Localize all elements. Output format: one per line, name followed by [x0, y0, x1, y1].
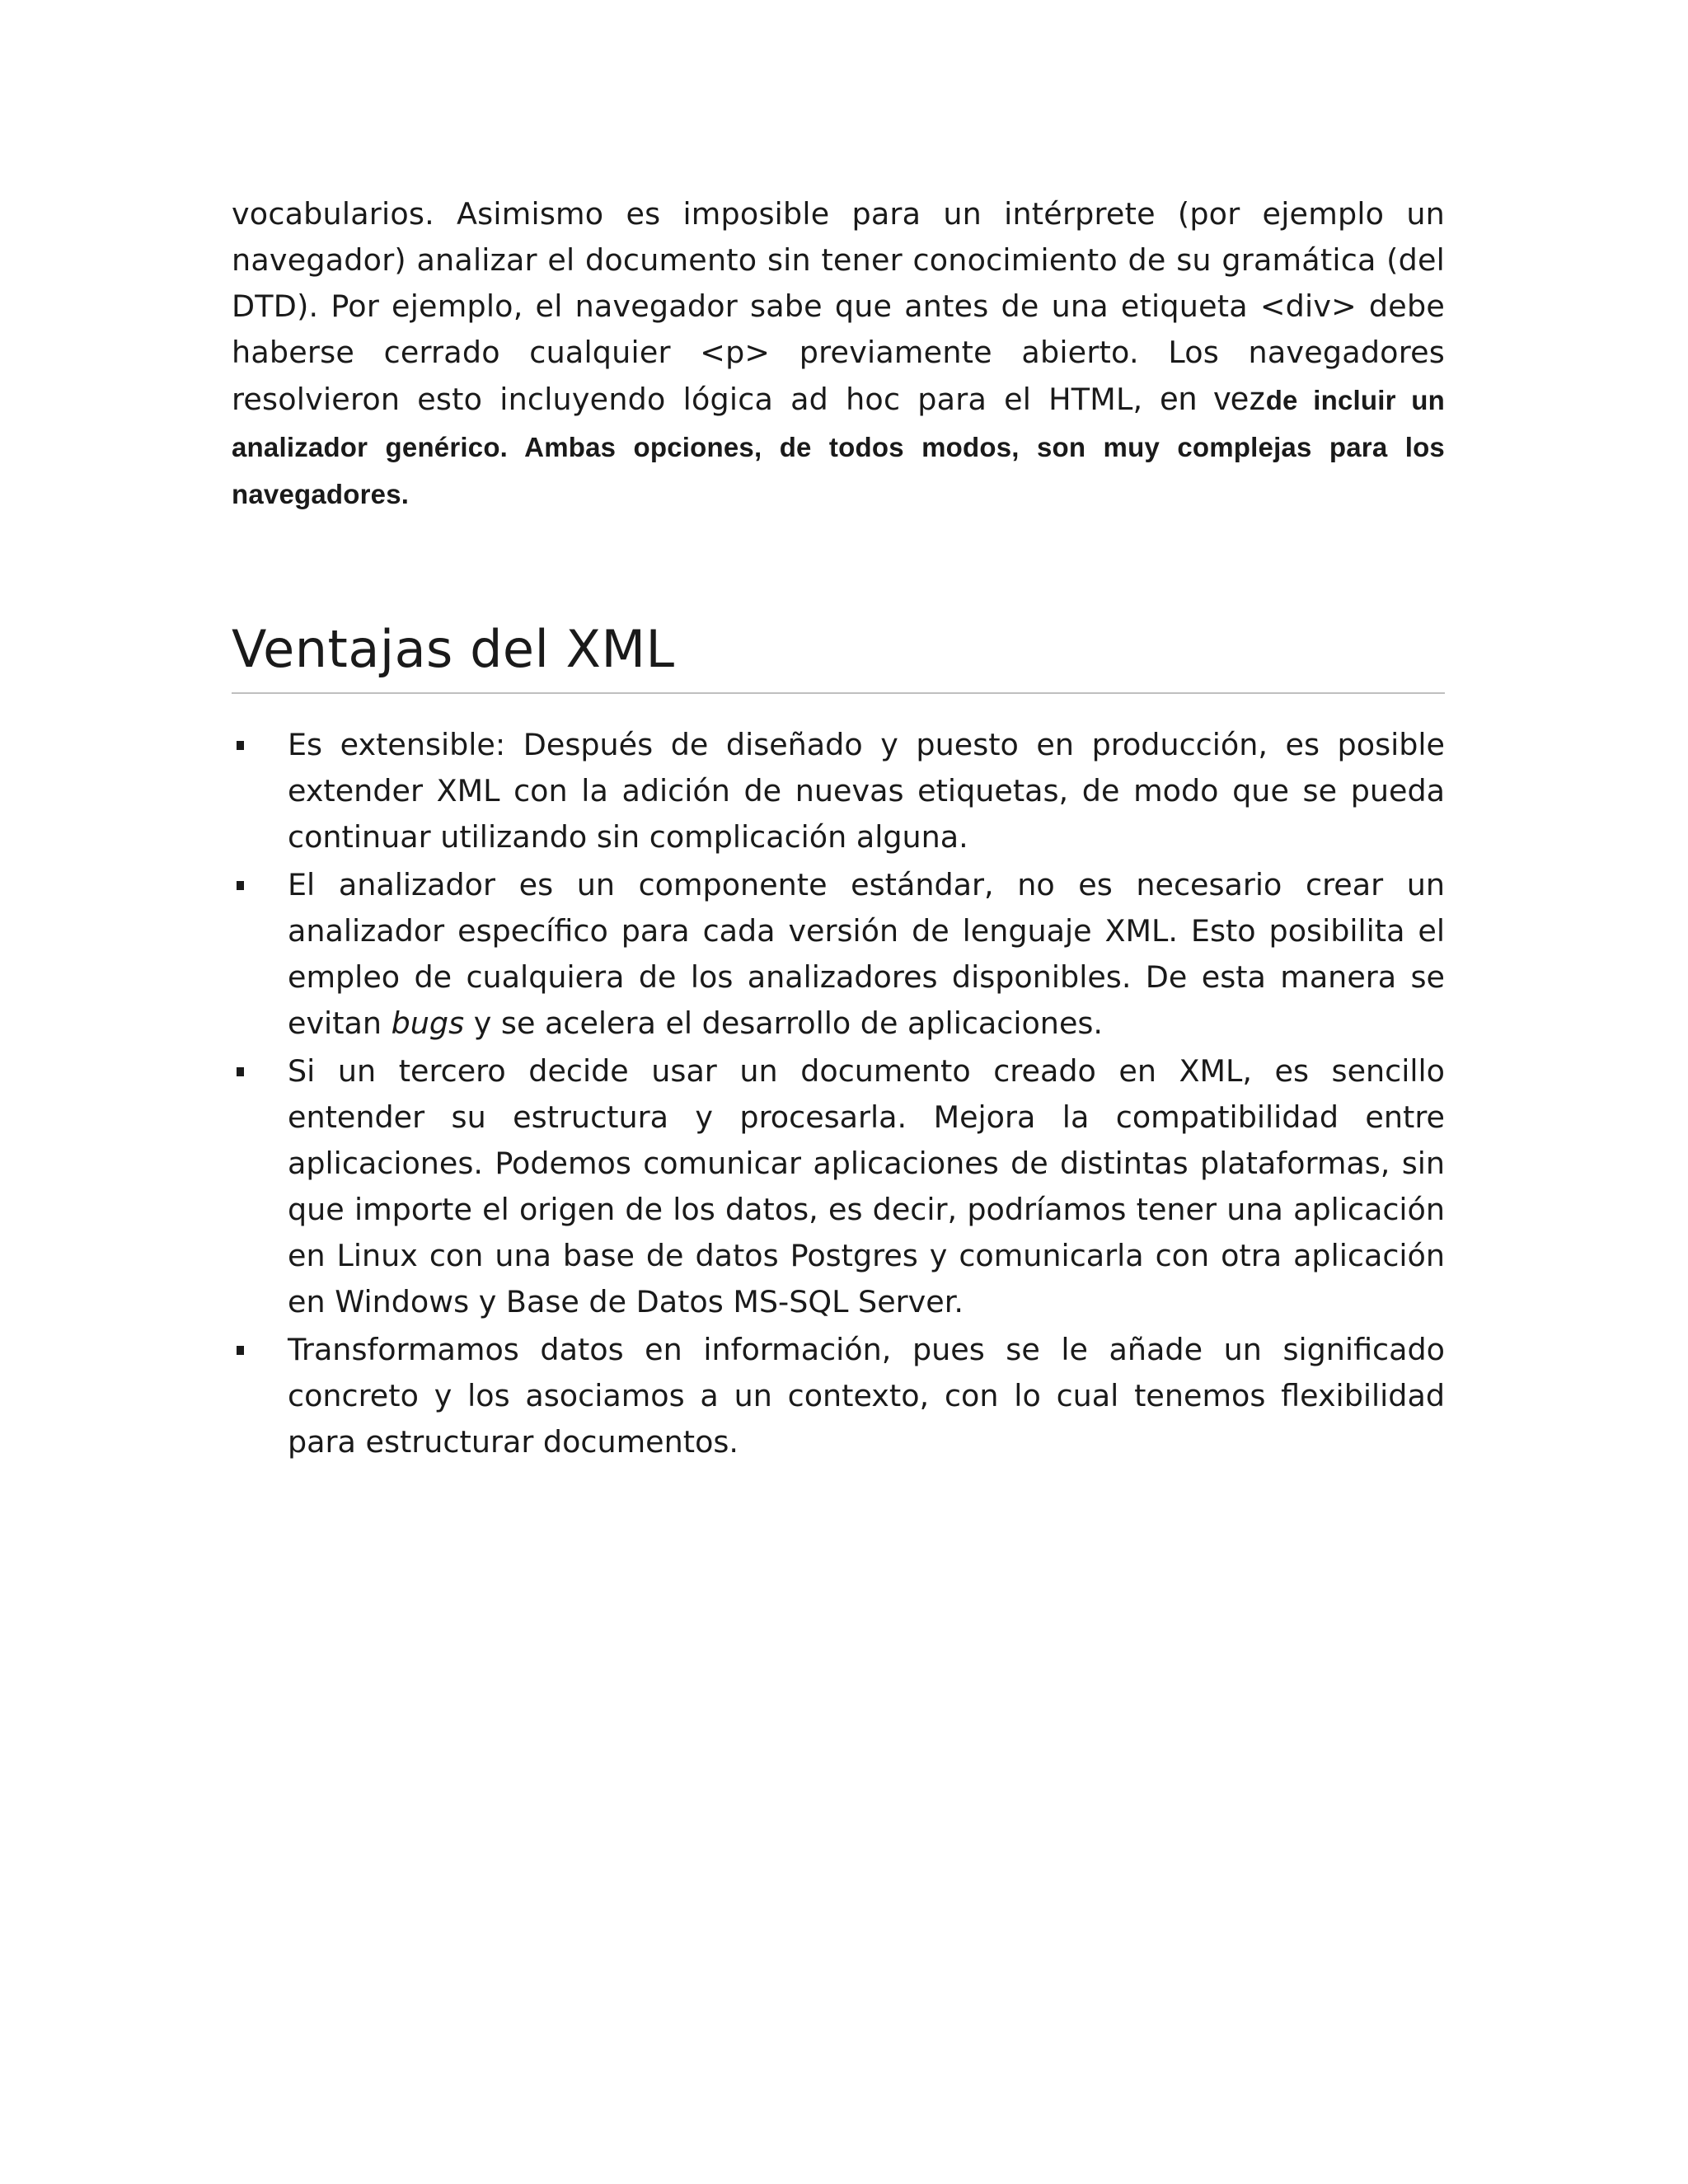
list-item	[232, 722, 1445, 860]
bullet-icon	[237, 881, 244, 890]
advantages-list	[232, 722, 1445, 1465]
list-item-text: Si un tercero decide usar un documento creado en XML, es sencillo entender su estructura y procesarla. Mejora la compatibilidad entre aplicaciones. Podemos comunicar aplicaciones de distintas plataformas, sin que importe el origen de los datos, es decir, podríamos tener una aplicación en Linux con una base de datos Postgres y comunicarla con otra aplicación en Windows y Base de Datos MS-SQL Server.	[288, 1053, 1445, 1319]
list-item-text-end: y se acelera el desarrollo de aplicaciones.	[464, 1005, 1104, 1041]
page-content	[232, 191, 1445, 1467]
intro-paragraph	[232, 191, 1445, 518]
list-item-text: Es extensible: Después de diseñado y puesto en producción, es posible extender XML con la adición de nuevas etiquetas, de modo que se pueda continuar utilizando sin complicación alguna.	[288, 727, 1445, 855]
section-heading: Ventajas del XML	[232, 616, 1445, 694]
list-item-text: Transformamos datos en información, pues se le añade un significado concreto y los asociamos a un contexto, con lo cual tenemos flexibilidad para estructurar documentos.	[288, 1332, 1445, 1460]
list-item	[232, 1048, 1445, 1325]
list-item	[232, 1327, 1445, 1465]
intro-text-large: en vez	[1160, 381, 1266, 417]
bullet-icon	[237, 741, 244, 750]
bullet-icon	[237, 1346, 244, 1355]
intro-text: vocabularios. Asimismo es imposible para un intérprete (por ejemplo un navegador) analizar el documento sin tener conocimiento de su gramática (del DTD). Por ejemplo, el navegador sabe que antes de una etiqueta <div> debe haberse cerrado cualquier <p> previamente abierto. Los navegadores resolvieron esto incluyendo lógica ad hoc para el HTML,	[232, 196, 1445, 417]
list-item-text: El analizador es un componente estándar, no es necesario crear un analizador específico para cada versión de lenguaje XML. Esto posibilita el empleo de cualquiera de los analizadores disponibles. De esta manera se evitan	[288, 867, 1445, 1041]
list-item-italic-text: bugs	[391, 1005, 465, 1041]
list-item	[232, 862, 1445, 1047]
intro-text-bold: de incluir un analizador genérico. Ambas opciones, de todos modos, son muy complejas para los navegadores.	[232, 385, 1445, 509]
bullet-icon	[237, 1067, 244, 1076]
